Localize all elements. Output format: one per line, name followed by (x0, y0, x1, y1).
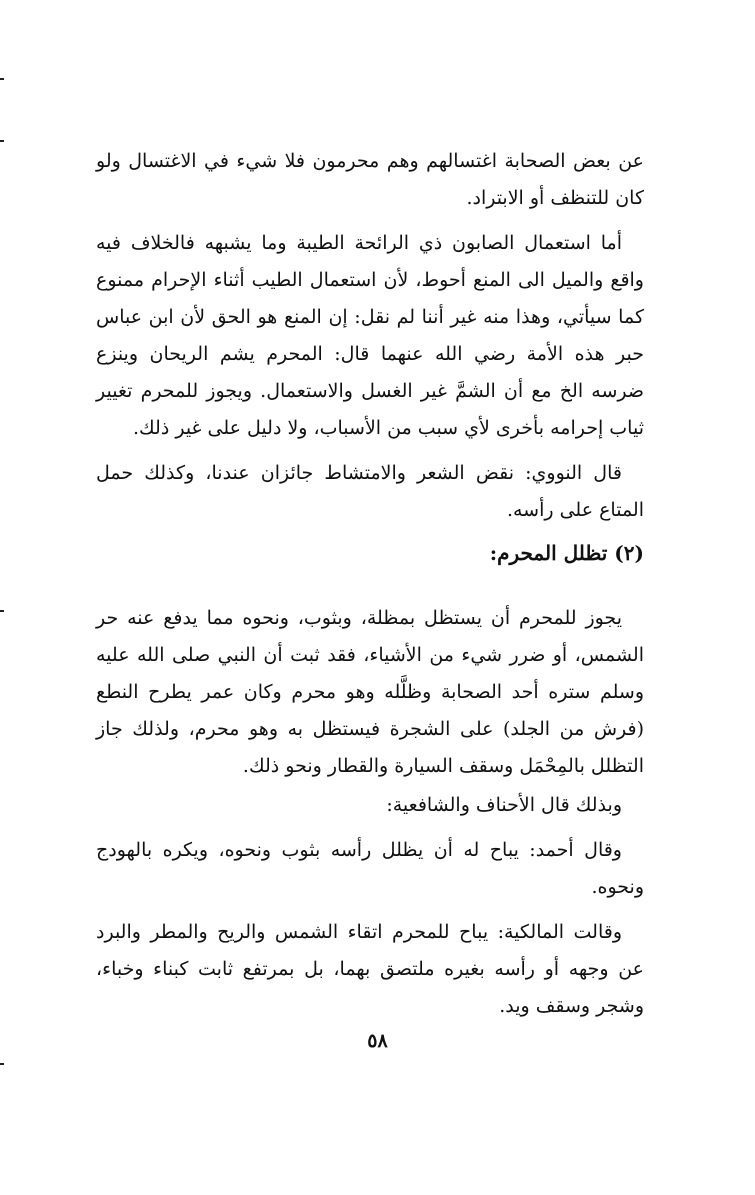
paragraph-nawawi: قال النووي: نقض الشعر والامتشاط جائزان عندنا، وكذلك حمل المتاع على رأسه. (96, 462, 644, 521)
paragraph-soap: أما استعمال الصابون ذي الرائحة الطيبة وما يشبهه فالخلاف فيه واقع والميل الى المنع أحوط، لأن استعمال الطيب أثناء الإحرام ممنوع كما سيأتي، وهذا منه غير أننا لم نقل: إن المنع هو الحق لأن ابن عباس حبر هذه الأمة رضي الله عنهما قال: المحرم يشم الريحان وينزع ضرسه الخ مع أن الشمَّ غير الغسل والاستعمال. ويجوز للمحرم تغيير ثياب إحرامه بأخرى لأي سبب من الأسباب، ولا دليل على غير ذلك. (96, 232, 644, 439)
margin-mark (0, 1063, 4, 1065)
paragraph-ahmad: وقال أحمد: يباح له أن يظلل رأسه بثوب ونحوه، ويكره بالهودج ونحوه. (96, 839, 644, 898)
paragraph-shade-ruling: يجوز للمحرم أن يستظل بمظلة، وبثوب، ونحوه مما يدفع عنه حر الشمس، أو ضرر شيء من الأشياء، فقد ثبت أن النبي صلى الله عليه وسلم ستره أحد الصحابة وظلَّله وهو محرم وكان عمر يطرح النطع (فرش من الجلد) على الشجرة فيستظل به وهو محرم، ولذلك جاز التظلل بالمِحْمَل وسقف السيارة والقطار ونحو ذلك. (96, 607, 644, 777)
margin-mark (0, 610, 4, 612)
section-heading: (٢) تظلل المحرم: (489, 541, 644, 565)
margin-mark (0, 78, 4, 80)
paragraph-continuation: عن بعض الصحابة اغتسالهم وهم محرمون فلا شيء في الاغتسال ولو كان للتنظف أو الابتراد. (96, 150, 644, 209)
section-one-text (96, 143, 644, 529)
section-two-text (96, 600, 644, 1025)
page-number: ٥٨ (367, 1030, 388, 1052)
margin-mark (0, 140, 4, 142)
paragraph-maliki: وقالت المالكية: يباح للمحرم اتقاء الشمس والريح والمطر والبرد عن وجهه أو رأسه بغيره ملتصق بهما، بل بمرتفع ثابت كبناء وخباء، وشجر وسقف ويد. (96, 921, 644, 1017)
paragraph-hanafi-shafii: وبذلك قال الأحناف والشافعية: (386, 794, 622, 816)
